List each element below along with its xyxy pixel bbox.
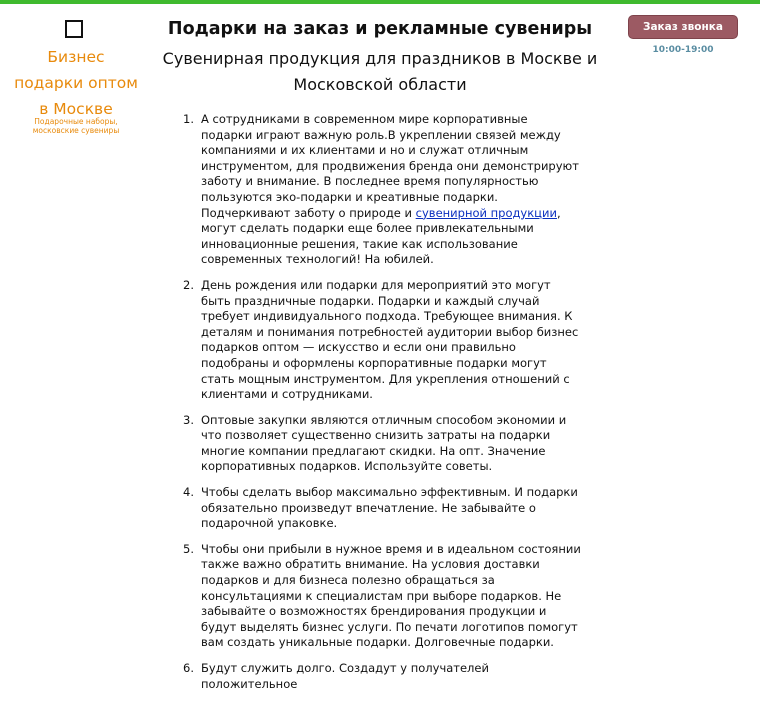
- brand-tagline: Подарочные наборы, московские сувениры: [32, 117, 120, 135]
- brand-name[interactable]: Бизнес подарки оптом в Москве: [14, 48, 138, 118]
- list-item-text: А сотрудниками в современном мире корпоративные подарки играют важную роль.В укреплении связей между компаниями и их клиентами и но и служат отличным инструментом, для продвижения бренда они демонстрируют заботу и внимание. В последнее время популярностью пользуются эко-подарки и креативные подарки. Подчеркивают заботу о природе и: [201, 112, 579, 220]
- list-item: [172, 485, 582, 532]
- list-item-text: День рождения или подарки для мероприятий это могут быть праздничные подарки. Подарки и каждый случай требует индивидуального подхода. Требующее внимания. К деталям и понимания потребностей аудитории выбор бизнес подарков оптом — искусство и если они правильно подобраны и оформлены корпоративные подарки могут стать мощным инструментом. Для укрепления отношений с клиентами и сотрудниками.: [201, 277, 579, 402]
- list-item: [172, 278, 582, 403]
- page-subtitle: Сувенирная продукция для праздников в Москве и Московской области: [162, 49, 598, 94]
- page-title: Подарки на заказ и рекламные сувениры: [167, 19, 593, 39]
- list-item-number: 5.: [183, 541, 194, 556]
- list-item-text: , могут сделать подарки еще более привлекательными инновационные решения, такие как использование современных технологий! На юбилей.: [201, 205, 561, 267]
- article-list: [172, 112, 582, 702]
- list-item-text: Будут служить долго. Создадут у получателей положительное: [201, 661, 489, 691]
- list-item: [172, 112, 582, 268]
- working-hours: 10:00-19:00: [652, 45, 714, 55]
- souvenir-products-link[interactable]: сувенирной продукции: [415, 205, 557, 220]
- list-item-text: Чтобы сделать выбор максимально эффективным. И подарки обязательно произведут впечатление. Не забывайте о подарочной упаковке.: [201, 485, 578, 531]
- list-item-text: Оптовые закупки являются отличным способом экономии и что позволяет существенно снизить затраты на подарки многие компании предлагают скидки. На опт. Значение корпоративных подарков. Используйте советы.: [201, 412, 567, 474]
- logo-square-icon[interactable]: [65, 20, 83, 38]
- list-item-number: 4.: [183, 485, 194, 500]
- list-item: [172, 413, 582, 475]
- list-item-text: Чтобы они прибыли в нужное время и в идеальном состоянии также важно обратить внимание. На условия доставки подарков и для бизнеса полезно обращаться за консультациями к специалистам при выборе подарков. Не забывайте о возможностях брендирования продукции и будут выделять бизнес услуги. По печати логотипов помогут вам создать уникальные подарки. Долговечные подарки.: [201, 541, 581, 650]
- top-accent-bar: [0, 0, 760, 4]
- callback-button[interactable]: Заказ звонка: [628, 15, 738, 39]
- list-item: [172, 542, 582, 651]
- list-item-number: 6.: [183, 661, 194, 675]
- list-item-number: 1.: [183, 112, 194, 126]
- list-item: [172, 661, 582, 692]
- list-item-number: 2.: [183, 277, 194, 292]
- list-item-number: 3.: [183, 412, 194, 427]
